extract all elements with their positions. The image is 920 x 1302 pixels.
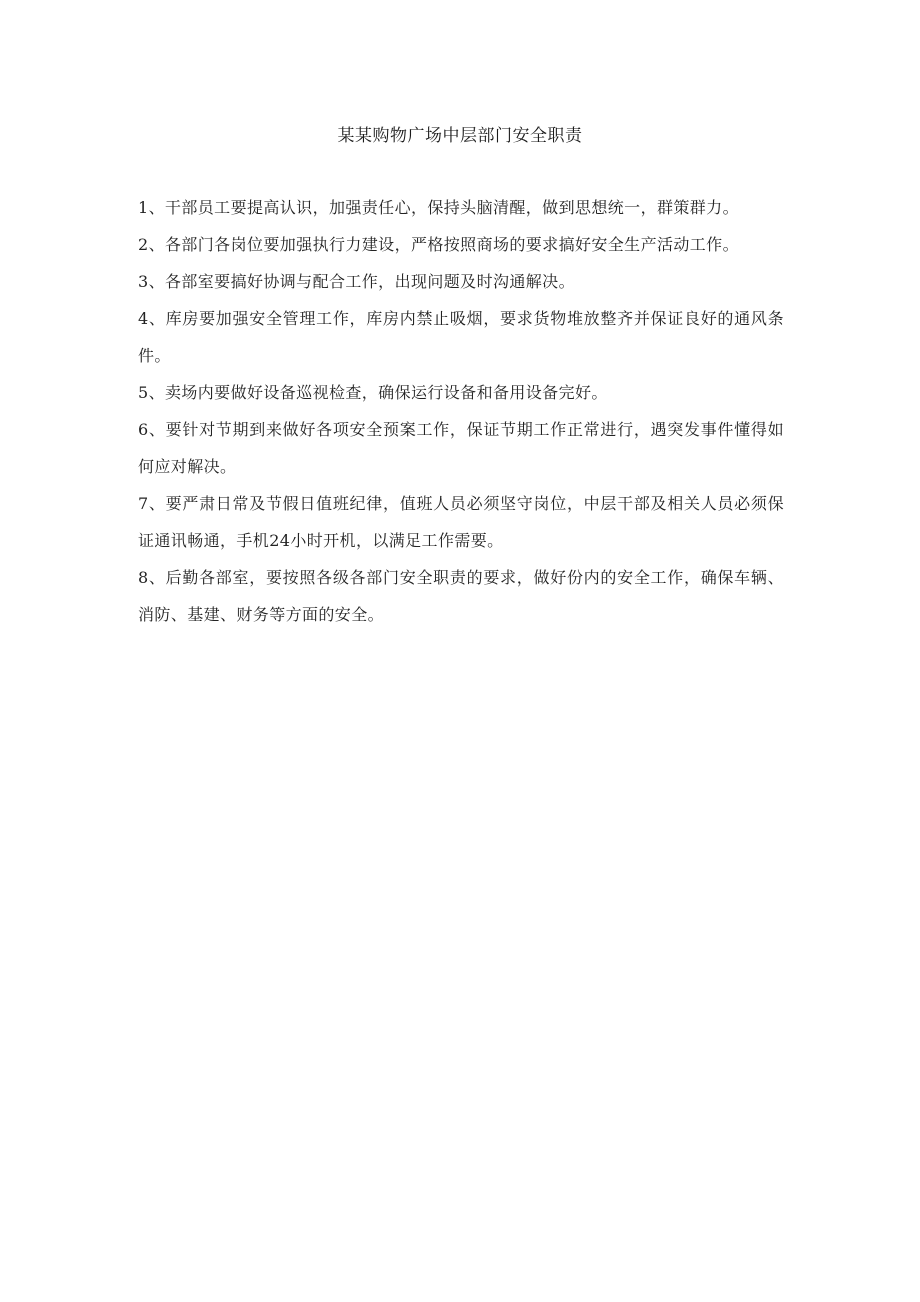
duty-item-3: 3、各部室要搞好协调与配合工作，出现问题及时沟通解决。: [138, 272, 575, 291]
duty-item-6: 6、要针对节期到来做好各项安全预案工作，保证节期工作正常进行，遇突发事件懂得如何应对解决。: [138, 420, 784, 476]
duty-item-2: 2、各部门各岗位要加强执行力建设，严格按照商场的要求搞好安全生产活动工作。: [138, 235, 739, 254]
document-title: 某某购物广场中层部门安全职责: [337, 126, 583, 146]
duty-item-5: 5、卖场内要做好设备巡视检查，确保运行设备和备用设备完好。: [138, 383, 608, 402]
duty-item-1: 1、干部员工要提高认识，加强责任心，保持头脑清醒，做到思想统一，群策群力。: [138, 198, 739, 217]
duty-item-7: 7、要严肃日常及节假日值班纪律，值班人员必须坚守岗位，中层干部及相关人员必须保证通讯畅通，手机24小时开机，以满足工作需要。: [138, 494, 784, 550]
document-body: [138, 189, 784, 633]
duty-item-4: 4、库房要加强安全管理工作，库房内禁止吸烟，要求货物堆放整齐并保证良好的通风条件。: [138, 309, 784, 365]
duty-item-8: 8、后勤各部室，要按照各级各部门安全职责的要求，做好份内的安全工作，确保车辆、消防、基建、财务等方面的安全。: [138, 568, 784, 624]
